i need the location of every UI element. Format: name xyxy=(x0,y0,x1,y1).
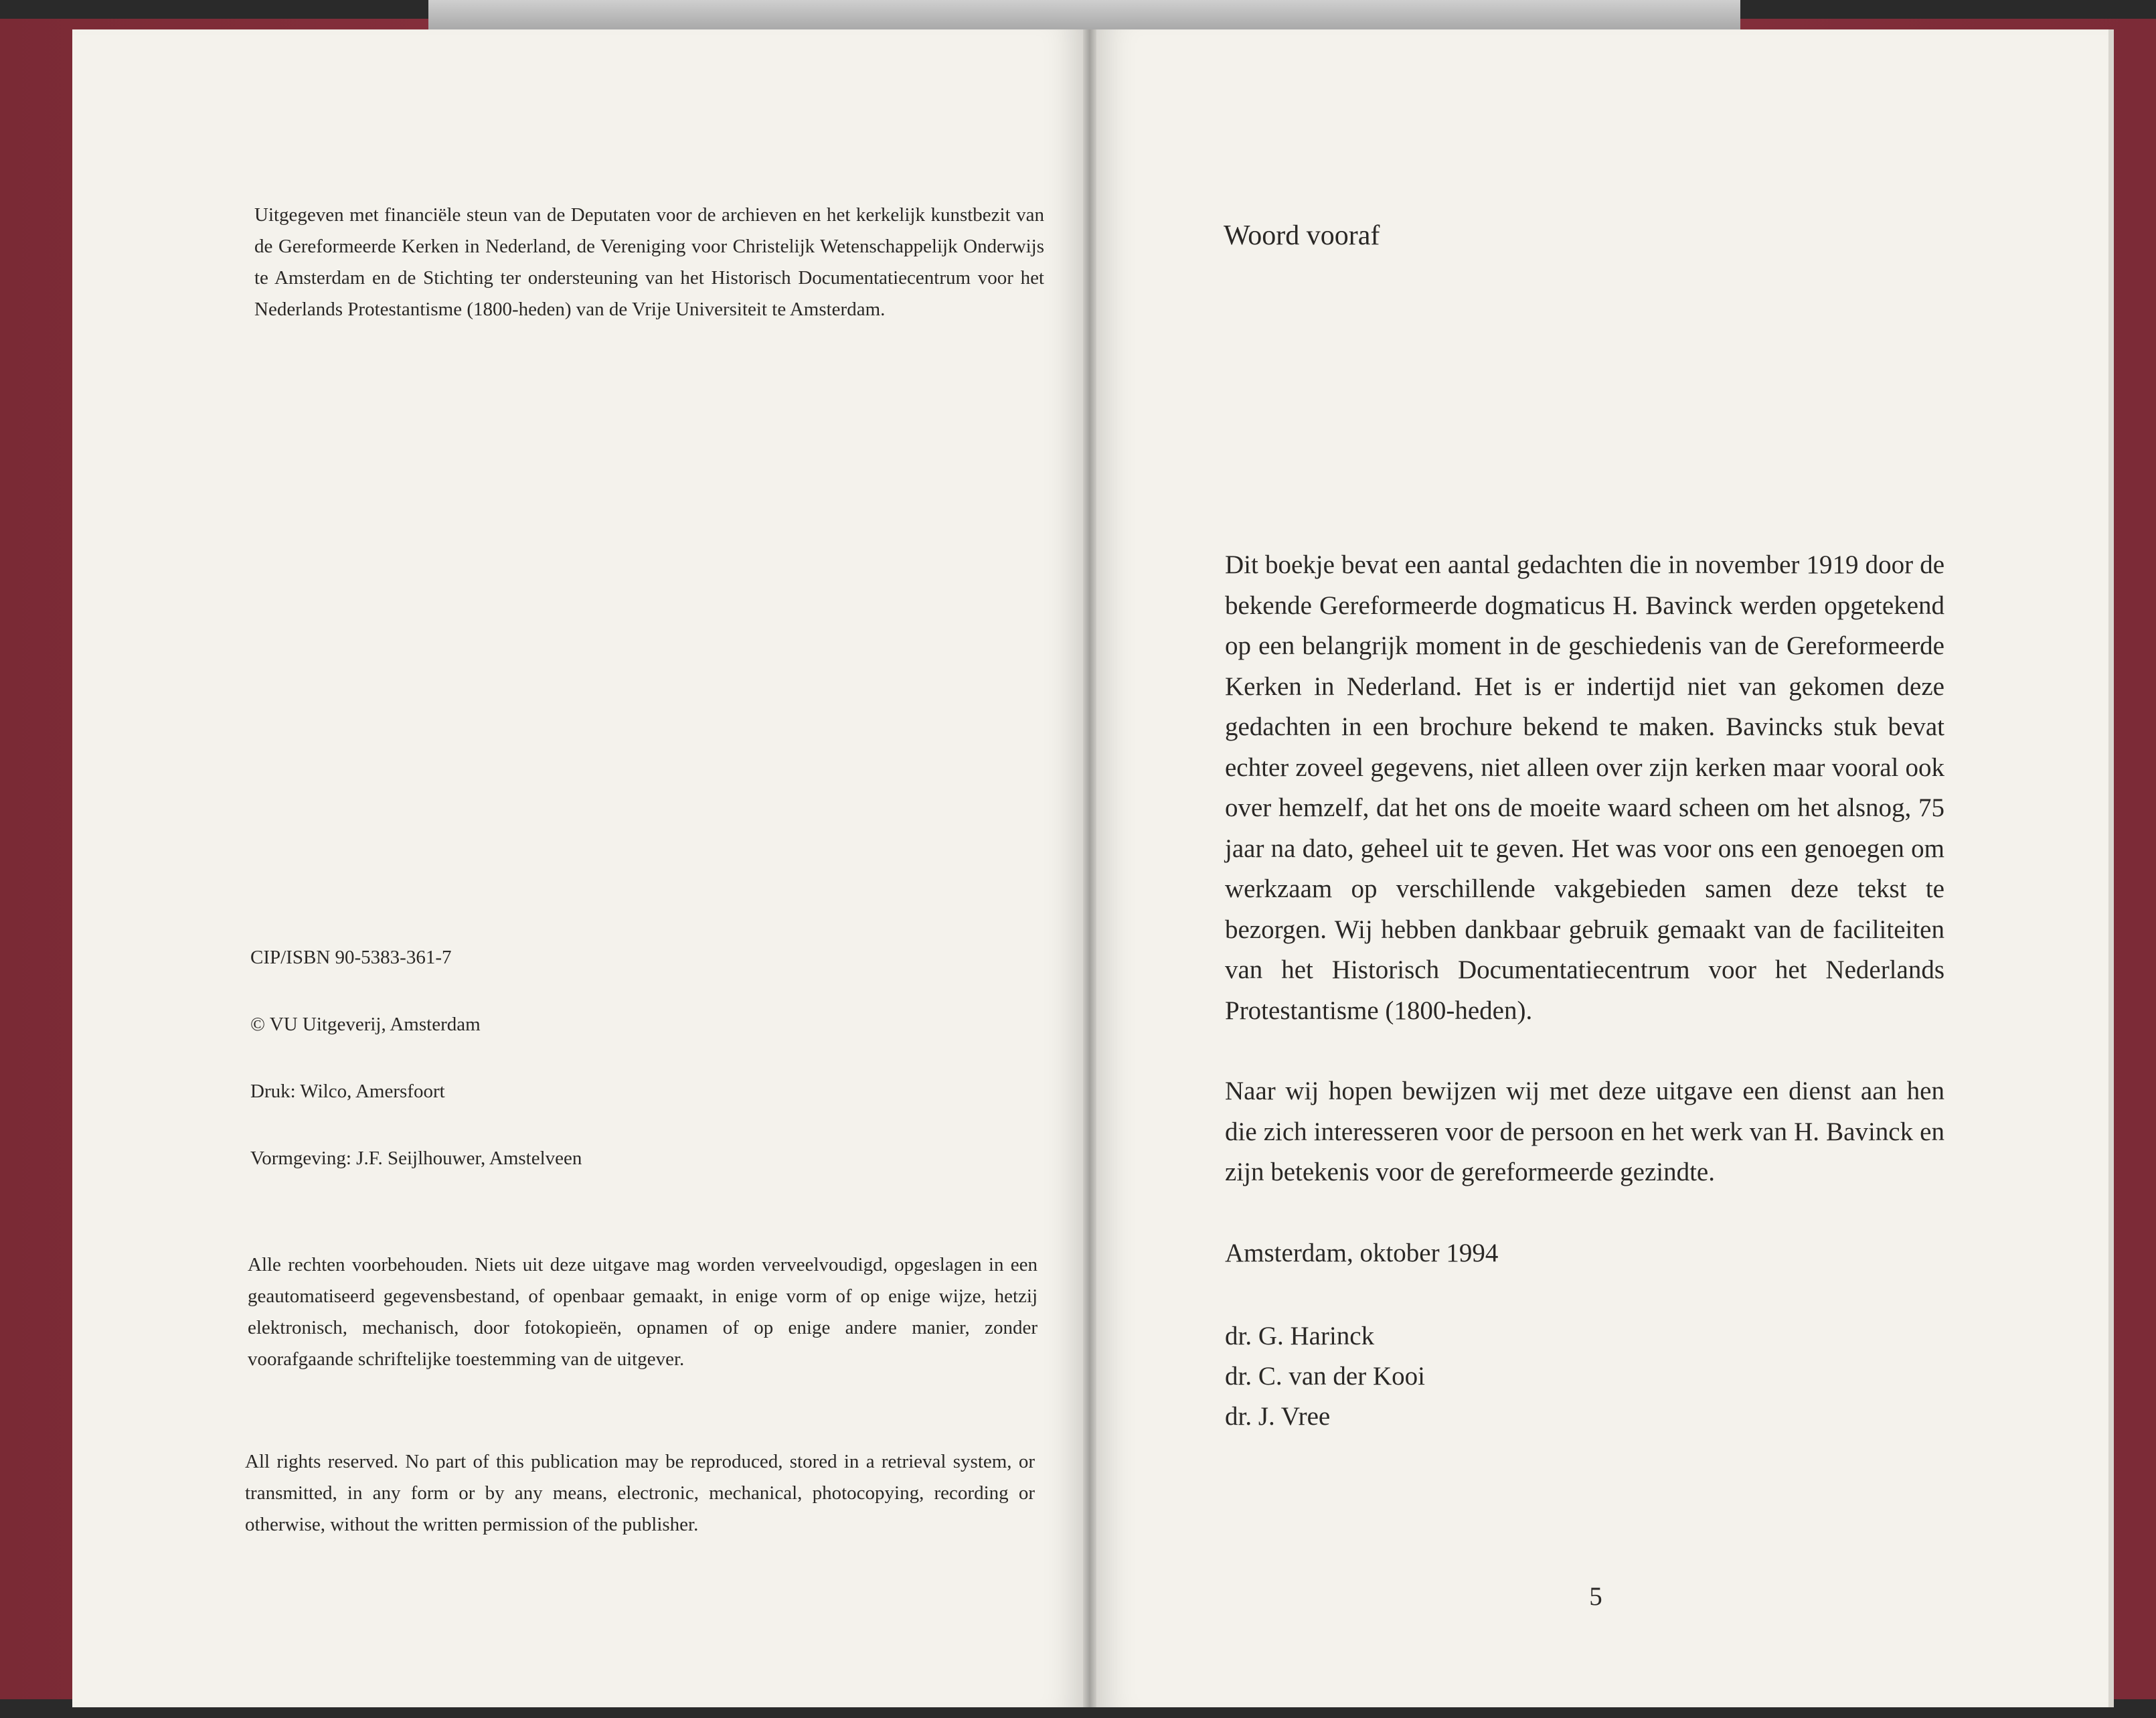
foreword-paragraph-2: Naar wij hopen bewijzen wij met deze uitgave een dienst aan hen die zich interesseren voor de persoon en het werk van H. Bavinck en zijn betekenis voor de gereformeerde gezindte. xyxy=(1225,1077,1944,1186)
signatory-vree: dr. J. Vree xyxy=(1225,1402,1331,1431)
copyright-line: © VU Uitgeverij, Amsterdam xyxy=(250,1014,481,1035)
rights-reserved-dutch: Alle rechten voorbehouden. Niets uit deze uitgave mag worden verveelvoudigd, opgeslagen in een geautomatiseerd gegevensbestand, of openbaar gemaakt, in enige vorm of op enige wijze, hetzij elektronisch, mechanisch, door fotokopieën, opnamen of op enige andere manier, zonder voorafgaande schriftelijke toestemming van de uitgever. xyxy=(248,1254,1038,1370)
page-block-side-edge xyxy=(2108,29,2114,1707)
place-date: Amsterdam, oktober 1994 xyxy=(1225,1239,1499,1267)
rights-reserved-english: All rights reserved. No part of this publication may be reproduced, stored in a retrieval system, or transmitted, in any form or by any means, electronic, mechanical, photocopying, recording or otherwise, without the written permission of the publisher. xyxy=(245,1451,1035,1535)
section-heading: Woord vooraf xyxy=(1224,220,1380,251)
right-page xyxy=(1090,29,2110,1707)
printer-line: Druk: Wilco, Amersfoort xyxy=(250,1081,445,1102)
isbn-line: CIP/ISBN 90-5383-361-7 xyxy=(250,947,452,968)
design-line: Vormgeving: J.F. Seijlhouwer, Amstelveen xyxy=(250,1148,582,1169)
page-block-top-edge xyxy=(428,0,1740,29)
funding-note: Uitgegeven met financiële steun van de Deputaten voor de archieven en het kerkelijk kunstbezit van de Gereformeerde Kerken in Nederland, de Vereniging voor Christelijk Wetenschappelijk Onderwijs te Amsterdam en de Stichting ter ondersteuning van het Historisch Documentatiecentrum voor het Nederlands Protestantisme (1800-heden) van de Vrije Universiteit te Amsterdam. xyxy=(254,204,1044,320)
foreword-paragraph-1: Dit boekje bevat een aantal gedachten die in november 1919 door de bekende Gereformeerde dogmaticus H. Bavinck werden opgetekend op een belangrijk moment in de geschiedenis van de Gereformeerde Kerken in Nederland. Het is er indertijd niet van gekomen deze gedachten in een brochure bekend te maken. Bavincks stuk bevat echter zoveel gegevens, niet alleen over zijn kerken maar vooral ook over hemzelf, dat het ons de moeite waard scheen om het alsnog, 75 jaar na dato, geheel uit te geven. Het was voor ons een genoegen om werkzaam op verschillende vakgebieden samen deze tekst te bezorgen. Wij hebben dankbaar gebruik gemaakt van de faciliteiten van het Historisch Documentatiecentrum voor het Nederlands Protestantisme (1800-heden). xyxy=(1225,550,1944,1025)
book-gutter xyxy=(1083,29,1096,1707)
page-number: 5 xyxy=(1589,1582,1602,1611)
signatory-harinck: dr. G. Harinck xyxy=(1225,1322,1375,1350)
signatory-van-der-kooi: dr. C. van der Kooi xyxy=(1225,1362,1425,1391)
left-page xyxy=(72,29,1090,1707)
